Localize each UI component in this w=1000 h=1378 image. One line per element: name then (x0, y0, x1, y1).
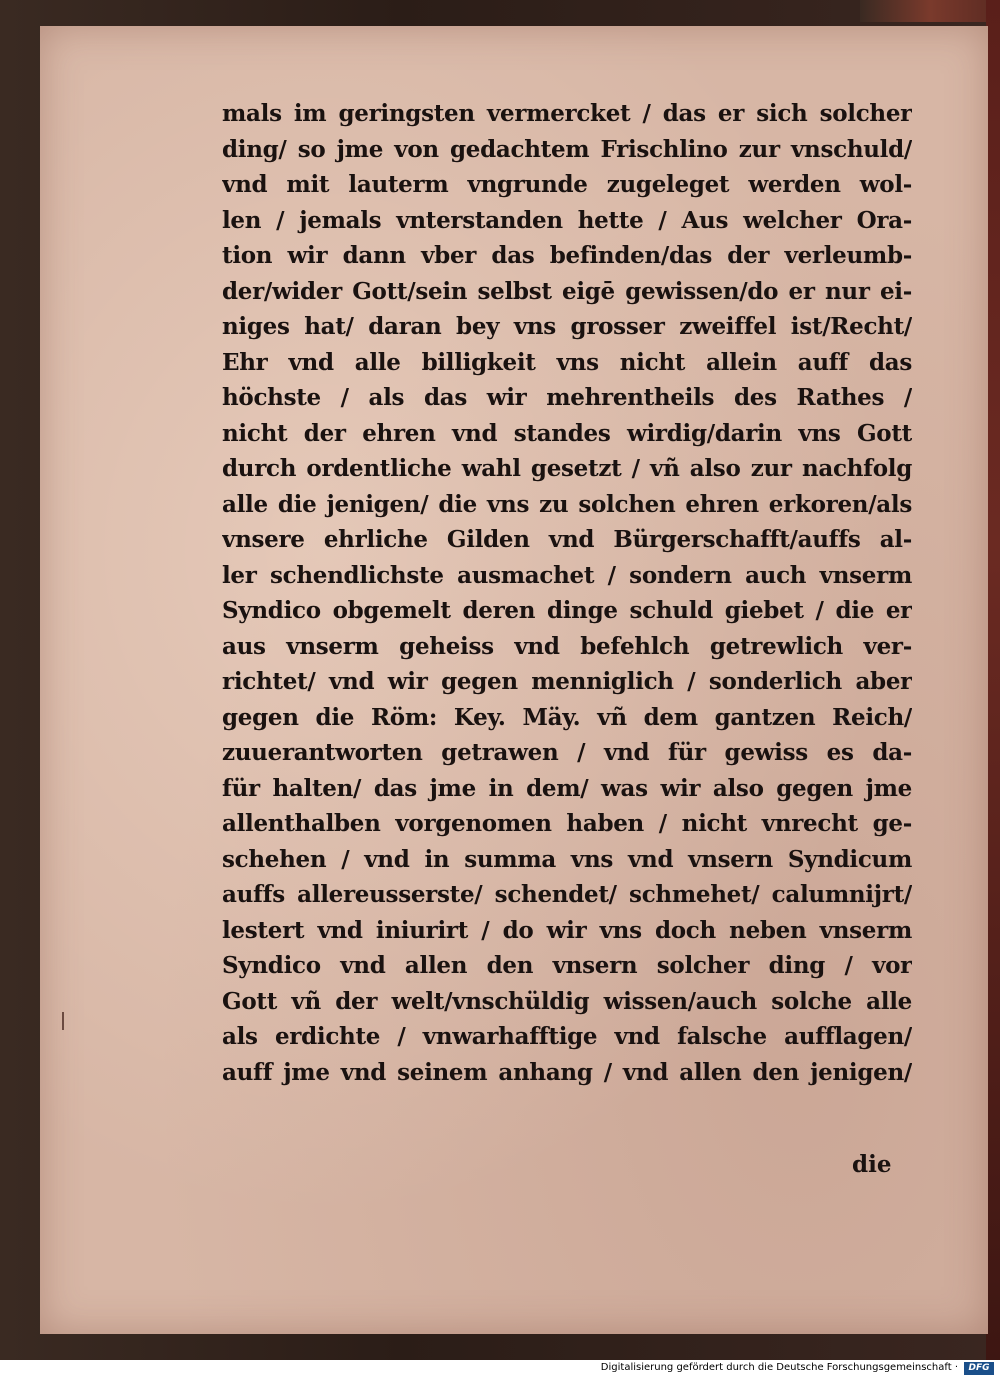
body-text (222, 96, 912, 1090)
text-line: tion wir dann vber das befinden/das der verleumb- (222, 242, 912, 269)
footer-credit: Digitalisierung gefördert durch die Deutsche Forschungsgemeinschaft · (600, 1362, 958, 1373)
text-line: durch ordentliche wahl gesetzt / vñ also zur nachfolg (222, 455, 912, 482)
text-line: vnd mit lauterm vngrunde zugeleget werden wol- (222, 171, 912, 198)
binding-top-strip (860, 0, 1000, 22)
text-line: Gott vñ der welt/vnschüldig wissen/auch solche alle (222, 987, 912, 1015)
text-line: zuuerantworten getrawen / vnd für gewiss es da- (222, 739, 912, 766)
text-line: auff jme vnd seinem anhang / vnd allen den jenigen/ (222, 1058, 912, 1086)
text-line: alle die jenigen/ die vns zu solchen ehren erkoren/als (222, 490, 912, 518)
text-line: gegen die Röm: Key. Mäy. vñ dem gantzen Reich/ (222, 703, 912, 731)
text-line: auffs allereusserste/ schendet/ schmehet/ calumnijrt/ (222, 881, 912, 908)
text-line: mals im geringsten vermercket / das er sich solcher (222, 100, 912, 127)
text-line: für halten/ das jme in dem/ was wir also gegen jme (222, 774, 912, 802)
text-line: nicht der ehren vnd standes wirdig/darin vns Gott (222, 419, 912, 447)
text-line: Syndico vnd allen den vnsern solcher ding / vor (222, 952, 912, 979)
text-line: len / jemals vnterstanden hette / Aus welcher Ora- (222, 206, 912, 234)
text-line: der/wider Gott/sein selbst eigē gewissen/do er nur ei- (222, 277, 912, 305)
text-line: vnsere ehrliche Gilden vnd Bürgerschafft/auffs al- (222, 526, 912, 553)
text-line: höchste / als das wir mehrentheils des Rathes / (222, 384, 912, 411)
catchword: die (852, 1151, 892, 1178)
text-line: lestert vnd iniurirt / do wir vns doch neben vnserm (222, 916, 912, 944)
text-line: Ehr vnd alle billigkeit vns nicht allein auff das (222, 348, 912, 376)
text-line: ding/ so jme von gedachtem Frischlino zur vnschuld/ (222, 135, 912, 163)
text-line: aus vnserm geheiss vnd befehlch getrewlich ver- (222, 632, 912, 660)
text-line: schehen / vnd in summa vns vnd vnsern Syndicum (222, 845, 912, 873)
text-line: Syndico obgemelt deren dinge schuld giebet / die er (222, 597, 912, 624)
text-line: ler schendlichste ausmachet / sondern auch vnserm (222, 561, 912, 589)
dfg-logo-icon: DFG (964, 1362, 994, 1375)
text-line: niges hat/ daran bey vns grosser zweiffel ist/Recht/ (222, 313, 912, 340)
binding-edge (986, 0, 1000, 1360)
text-line: richtet/ vnd wir gegen menniglich / sonderlich aber (222, 668, 912, 695)
text-line: als erdichte / vnwarhafftige vnd falsche aufflagen/ (222, 1023, 912, 1050)
margin-mark (62, 1012, 64, 1030)
text-line: allenthalben vorgenomen haben / nicht vnrecht ge- (222, 810, 912, 837)
